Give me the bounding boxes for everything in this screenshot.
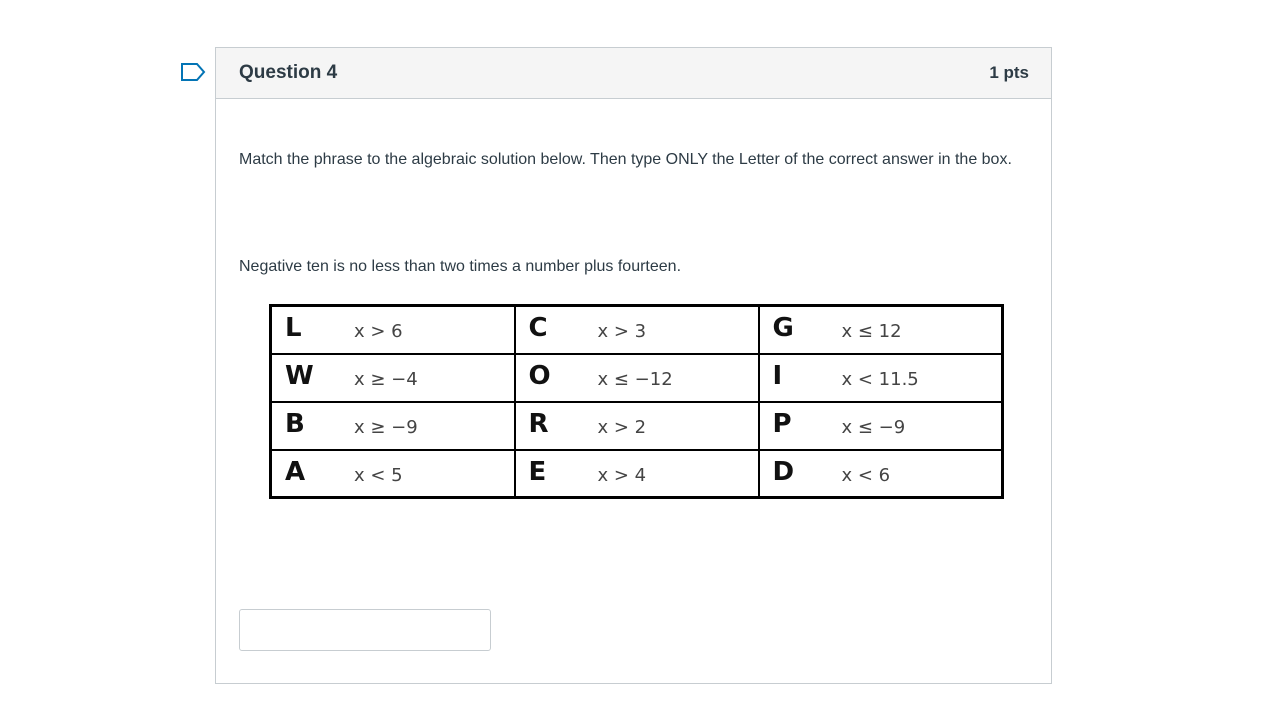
table-cell: [515, 450, 759, 498]
table-cell: [271, 306, 515, 354]
bookmark-flag-icon: [180, 62, 206, 82]
choice-expression: x > 4: [597, 464, 647, 486]
choice-expression: x > 3: [597, 321, 647, 342]
table-cell: [271, 402, 515, 450]
question-instructions: Match the phrase to the algebraic solution below. Then type ONLY the Letter of the correct answer in the box.: [239, 151, 1012, 168]
choice-letter: O: [528, 360, 551, 391]
choice-expression: x > 6: [354, 321, 403, 342]
choice-expression: x < 11.5: [841, 368, 919, 390]
flag-question-button[interactable]: [180, 62, 206, 82]
table-cell: [759, 450, 1003, 498]
table-cell: [515, 354, 759, 402]
table-row: [271, 354, 1003, 402]
question-points: 1 pts: [989, 63, 1029, 82]
table-cell: [759, 306, 1003, 354]
choice-letter: E: [528, 456, 547, 487]
choice-letter: D: [772, 456, 795, 487]
choice-expression: x < 5: [354, 464, 403, 486]
question-card: [215, 47, 1052, 684]
table-cell: [515, 306, 759, 354]
table-cell: [759, 354, 1003, 402]
table-cell: [759, 402, 1003, 450]
table-cell: [271, 354, 515, 402]
table-row: [271, 402, 1003, 450]
choice-expression: x ≤ 12: [841, 321, 902, 342]
choice-letter: A: [285, 456, 306, 487]
choice-letter: W: [285, 360, 314, 391]
table-cell: [271, 450, 515, 498]
question-header: [216, 48, 1051, 99]
choice-expression: x ≥ −4: [354, 368, 418, 390]
choice-expression: x ≥ −9: [354, 416, 418, 438]
choice-expression: x > 2: [597, 416, 647, 438]
question-prompt: Negative ten is no less than two times a number plus fourteen.: [239, 258, 682, 275]
choice-letter: I: [772, 360, 783, 391]
answer-input[interactable]: [239, 609, 491, 651]
table-cell: [515, 402, 759, 450]
choice-expression: x ≤ −12: [597, 368, 673, 390]
choice-letter: C: [528, 313, 548, 343]
choice-expression: x < 6: [841, 464, 891, 486]
answer-choices-table: [269, 304, 1004, 499]
choice-letter: G: [772, 313, 794, 343]
choice-letter: R: [528, 408, 549, 439]
choice-expression: x ≤ −9: [841, 416, 906, 438]
choice-letter: L: [285, 313, 302, 343]
table-row: [271, 306, 1003, 354]
question-title: Question 4: [239, 62, 338, 83]
choice-letter: B: [285, 408, 305, 439]
choice-letter: P: [772, 408, 792, 439]
table-row: [271, 450, 1003, 498]
